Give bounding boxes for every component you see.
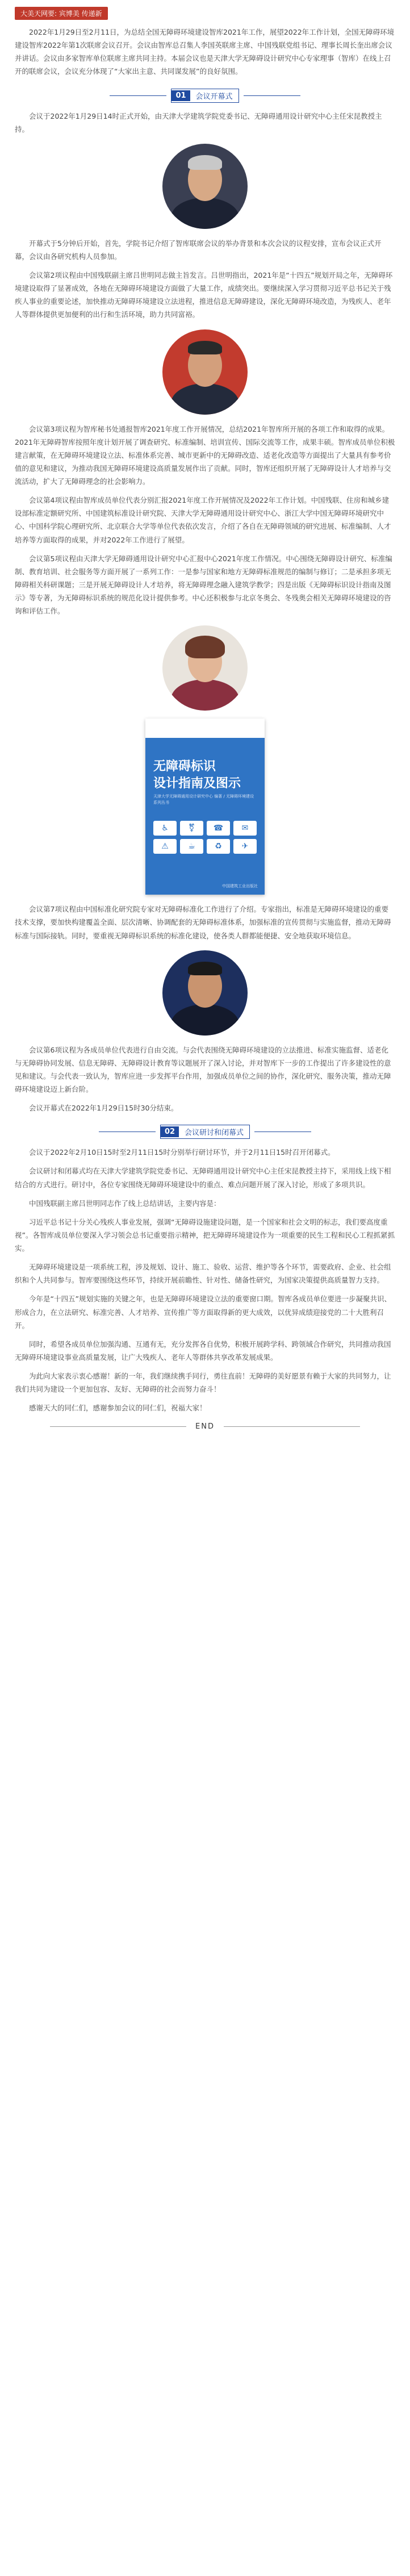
end-label: END bbox=[195, 1422, 215, 1431]
restroom-icon: ⚧ bbox=[180, 821, 203, 836]
speech-paragraph-3: 会议第4项议程由智库成员单位代表分别汇报2021年度工作开展情况及2022年工作计划。中国残联、住房和城乡建设部标准定额研究所、中国建筑标准设计研究院、天津大学无障碍通用设计研究中心、浙江大学中国无障碍环境研究中心、中国科学院心理研究所、北京联合大学等单位代表依次发言，介绍了各自在无障碍领域的研究进展、标准编制、人才培养等方面取得的成果，并对2022年工作进行了展望。 bbox=[15, 496, 391, 544]
section-divider-left bbox=[110, 95, 166, 96]
speaker-photo-1 bbox=[162, 144, 248, 229]
book-cover-image bbox=[145, 719, 265, 895]
opening-end-paragraph: 会议开幕式在2022年1月29日15时30分结束。 bbox=[29, 1104, 178, 1113]
wheelchair-icon: ♿ bbox=[153, 821, 177, 836]
phone-icon: ☎ bbox=[207, 821, 230, 836]
discussion-paragraph-2: 会议研讨和闭幕式均在天津大学建筑学院党委书记、无障碍通用设计研究中心主任宋昆教授主持下，采用线上线下相结合的方式进行。研讨中，各位专家围绕无障碍环境建设中的重点、难点问题开展了深入讨论，形成了多项共识。 bbox=[15, 1167, 391, 1189]
opening-paragraph-1: 会议于2022年1月29日14时正式开始，由天津大学建筑学院党委书记、无障碍通用设计研究中心主任宋昆教授主持。 bbox=[15, 111, 382, 133]
speech-paragraph-1: 会议第2项议程由中国残联副主席吕世明同志做主旨发言。吕世明指出，2021年是“十四五”规划开局之年，无障碍环境建设取得了显著成效，各地在无障碍环境建设方面做了大量工作，成绩突出。要继续深入学习贯彻习近平总书记关于残疾人事业的重要论述，加快推动无障碍环境建设立法进程，推进信息无障碍建设，深化无障碍环境改造，为残疾人、老年人等群体提供更加便利的出行和生活环境，助力共同富裕。 bbox=[15, 271, 393, 319]
discussion-paragraph-8: 为此向大家表示衷心感谢！新的一年，我们继续携手同行，勇往直前！无障碍的美好愿景有赖于大家的共同努力，让我们共同为建设一个更加包容、友好、无障碍的社会而努力奋斗！ bbox=[15, 1372, 391, 1394]
cafe-icon: ☕ bbox=[180, 839, 203, 854]
banner-label: 大美天网要: 宾博美 传递新 bbox=[15, 7, 108, 20]
intro-paragraph: 2022年1月29日至2月11日，为总结全国无障碍环境建设智库2021年工作，展望2022年工作计划，全国无障碍环境建设智库2022年第1次联席会议召开。会议由智库总召集人李国英联席主席、中国残联党组书记、理事长周长奎出席会议并讲话。会议由多家智库单位联席主席共同主持。本届会议也是天津大学无障碍设计研究中心专家理事（智库）在线上召开的联席会议，会议充分体现了“大家出主意、共同谋发展”的良好氛围。 bbox=[15, 28, 395, 76]
section-number: 02 bbox=[161, 1126, 179, 1137]
speech-paragraph-6: 会议第6项议程为各成员单位代表进行自由交流。与会代表围绕无障碍环境建设的立法推进、标准实施监督、适老化与无障碍协同发展、信息无障碍、无障碍设计教育等议题展开了深入讨论，并对智库下一步的工作提出了许多建设性的意见和建议。与会代表一致认为，智库应进一步发挥平台作用，加强成员单位之间的协作，深化研究、服务决策，推动无障碍环境建设迈上新台阶。 bbox=[15, 1045, 391, 1093]
recycle-icon: ♻ bbox=[207, 839, 230, 854]
book-cover-top-strip bbox=[145, 719, 265, 738]
mail-icon: ✉ bbox=[233, 821, 257, 836]
opening-paragraph-2: 开幕式于5分钟后开始，首先，学院书记介绍了智库联席会议的举办背景和本次会议的议程安排，宣布会议正式开幕，会议由各研究机构人员参加。 bbox=[15, 239, 382, 261]
speaker-photo-3 bbox=[162, 625, 248, 711]
book-publisher: 中国建筑工业出版社 bbox=[222, 884, 258, 889]
book-subtitle: 天津大学无障碍通用设计研究中心 编著 / 无障碍环境建设系列丛书 bbox=[153, 794, 254, 805]
section-title: 会议研讨和闭幕式 bbox=[185, 1129, 244, 1138]
thanks-paragraph: 感谢天大的同仁们，感谢参加会议的同仁们，祝福大家！ bbox=[29, 1404, 207, 1413]
airport-icon: ✈ bbox=[233, 839, 257, 854]
speech-paragraph-2: 会议第3项议程为智库秘书处通报智库2021年度工作开展情况，总结2021年智库所开展的各项工作和取得的成果。2021年无障碍智库按照年度计划开展了调查研究、标准编制、培训宣传、国际交流等工作，成果丰硕。智库成员单位积极建言献策，在无障碍环境建设立法、标准体系完善、城市更新中的无障碍改造、适老化改造等方面提出了大量具有参考价值的意见和建议，为推动我国无障碍环境建设高质量发展作出了贡献。同时，智库还组织开展了无障碍设计人才培养与交流活动，扩大了无障碍理念的社会影响力。 bbox=[15, 424, 395, 486]
speaker-photo-4 bbox=[162, 950, 248, 1036]
section-number: 01 bbox=[171, 90, 190, 101]
header-banner bbox=[10, 7, 400, 20]
book-title bbox=[153, 758, 241, 792]
section-badge bbox=[160, 1125, 250, 1139]
section-header-1 bbox=[10, 89, 400, 103]
section-header-2 bbox=[10, 1125, 400, 1139]
discussion-paragraph-6: 今年是“十四五”规划实施的关键之年，也是无障碍环境建设立法的重要窗口期。智库各成员单位要进一步凝聚共识、形成合力，在立法研究、标准完善、人才培养、宣传推广等方面取得新的更大成效，以优异成绩迎接党的二十大胜利召开。 bbox=[15, 1295, 391, 1330]
book-title-line-2: 设计指南及图示 bbox=[153, 776, 241, 791]
discussion-paragraph-5: 无障碍环境建设是一项系统工程，涉及规划、设计、施工、验收、运营、维护等各个环节，需要政府、企业、社会组织和个人共同参与。智库要围绕这些环节，持续开展前瞻性、针对性、储备性研究，为国家决策提供高质量智力支持。 bbox=[15, 1263, 391, 1285]
end-divider-left bbox=[50, 1426, 186, 1427]
section-divider-right bbox=[244, 95, 300, 96]
warning-icon: ⚠ bbox=[153, 839, 177, 854]
speech-paragraph-4: 会议第5项议程由天津大学无障碍通用设计研究中心汇报中心2021年度工作情况。中心围绕无障碍设计研究、标准编制、教育培训、社会服务等方面开展了一系列工作：一是参与国家和地方无障碍标准规范的编制与修订；二是承担多项无障碍相关科研课题；三是开展无障碍设计人才培养，将无障碍理念融入建筑学教学；四是出版《无障碍标识设计指南及图示》等专著，为无障碍标识系统的规范化设计提供参考。中心还积极参与北京冬奥会、冬残奥会相关无障碍环境建设的咨询和评估工作。 bbox=[15, 554, 392, 616]
book-icon-grid bbox=[153, 821, 257, 854]
discussion-paragraph-1: 会议于2022年2月10日15时至2月11日15时分别举行研讨环节，并于2月11日15时召开闭幕式。 bbox=[29, 1148, 335, 1157]
section-badge bbox=[171, 89, 239, 103]
discussion-paragraph-7: 同时，希望各成员单位加强沟通、互通有无，充分发挥各自优势，积极开展跨学科、跨领域合作研究，共同推动我国无障碍环境建设事业高质量发展，让广大残疾人、老年人等群体共享改革发展成果。 bbox=[15, 1339, 391, 1362]
speech-paragraph-5: 会议第7项议程由中国标准化研究院专家对无障碍标准化工作进行了介绍。专家指出，标准是无障碍环境建设的重要技术支撑，要加快构建覆盖全面、层次清晰、协调配套的无障碍标准体系，加强标准的宣传贯彻与实施监督，推动无障碍标准与国际接轨。同时，要重视无障碍标识系统的标准化建设，使各类人群都能便捷、安全地获取环境信息。 bbox=[15, 905, 391, 940]
end-marker bbox=[10, 1422, 400, 1431]
section-title: 会议开幕式 bbox=[195, 92, 233, 101]
discussion-paragraph-4: 习近平总书记十分关心残疾人事业发展，强调“无障碍设施建设问题，是一个国家和社会文明的标志，我们要高度重视”。各智库成员单位要深入学习领会总书记重要指示精神，把无障碍环境建设作为一项重要的民生工程和民心工程抓紧抓实。 bbox=[15, 1217, 395, 1252]
speaker-photo-2 bbox=[162, 329, 248, 415]
discussion-paragraph-3: 中国残联副主席吕世明同志作了线上总结讲话，主要内容是： bbox=[29, 1199, 221, 1208]
end-divider-right bbox=[224, 1426, 360, 1427]
book-title-line-1: 无障碍标识 bbox=[153, 759, 216, 774]
